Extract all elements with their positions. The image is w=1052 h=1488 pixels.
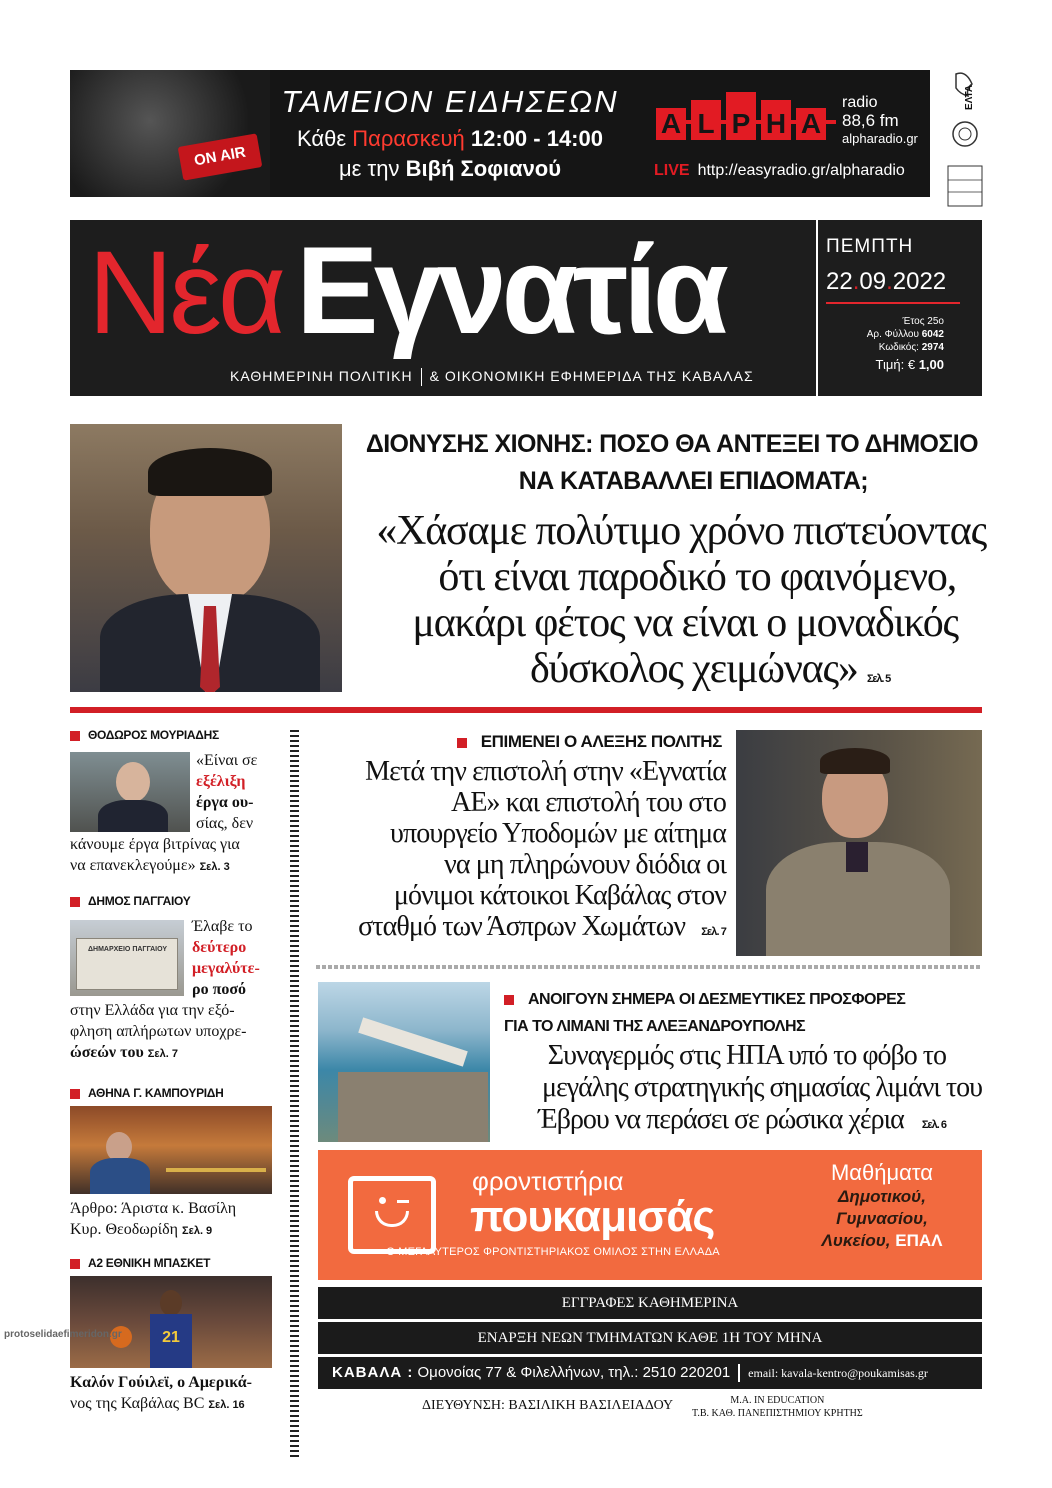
- sidebar-line: έργα ου-: [196, 794, 254, 811]
- ad-bar-new-classes: [318, 1322, 982, 1354]
- sidebar-item-mouriadis: [70, 728, 286, 888]
- story-port-kicker-line-2: ΓΙΑ ΤΟ ΛΙΜΑΝΙ ΤΗΣ ΑΛΕΞΑΝΔΡΟΥΠΟΛΗΣ: [504, 1018, 806, 1035]
- lead-photo-chionis: [70, 424, 342, 692]
- ad-bar-enrollment-text: ΕΓΓΡΑΦΕΣ ΚΑΘΗΜΕΡΙΝΑ: [561, 1295, 739, 1311]
- alpha-letter-a1: A: [656, 108, 686, 140]
- sidebar-line-last: ώσεών του Σελ. 7: [70, 1044, 178, 1061]
- story-politis-line: ΑΕ» και επιστολή του στο: [451, 787, 726, 818]
- portrait-bowtie: [846, 842, 868, 872]
- story-politis-kicker: [316, 732, 722, 752]
- building-sign: ΔΗΜΑΡΧΕΙΟ ΠΑΓΓΑΙΟΥ: [88, 946, 167, 953]
- story-politis-line: Μετά την επιστολή στην «Εγνατία: [365, 756, 726, 787]
- story-divider: [316, 965, 982, 969]
- sidebar-line: εξέλιξη: [196, 773, 246, 790]
- sidebar-line: Καλόν Γούιλεϊ, ο Αμερικά-: [70, 1374, 252, 1391]
- ad-city: ΚΑΒΑΛΑ :: [332, 1364, 414, 1381]
- publication-year: Έτος 25ο: [902, 316, 944, 327]
- sidebar-kicker-text: Α2 ΕΘΝΙΚΗ ΜΠΑΣΚΕΤ: [88, 1256, 211, 1270]
- sidebar-line: «Είναι σε: [196, 752, 258, 769]
- date-underline: [826, 302, 960, 304]
- sidebar-page-ref: Σελ. 16: [208, 1399, 245, 1411]
- radio-ad-schedule: [234, 126, 666, 152]
- alpha-letter-l: L: [691, 100, 721, 140]
- story-port-photo: [318, 982, 490, 1142]
- lessons-title: Μαθήματα: [830, 1160, 933, 1185]
- lesson-primary: Δημοτικού,: [838, 1187, 926, 1206]
- sidebar-line: ρο ποσό: [192, 981, 247, 998]
- station-info: [842, 94, 918, 148]
- player-jersey: 21: [150, 1314, 192, 1368]
- sidebar-text-1: [70, 750, 286, 878]
- title-egnatia: Εγνατία: [296, 222, 724, 360]
- harbor-land: [338, 1072, 488, 1142]
- story-politis-line: να μη πληρώνουν διόδια οι: [444, 849, 726, 880]
- poukamisas-logo-icon: [348, 1176, 436, 1254]
- schedule-day: Παρασκευή: [352, 126, 471, 151]
- alpha-letter-h: H: [761, 100, 791, 140]
- player-head: [160, 1290, 182, 1316]
- watermark: protoselidaefimeridon.gr: [4, 1329, 122, 1340]
- date-dot-2: .: [886, 268, 893, 295]
- title-nea: Νέα: [88, 227, 283, 359]
- live-line: [654, 162, 905, 180]
- ad-director: [318, 1392, 982, 1428]
- date-day: 22: [826, 268, 853, 295]
- sidebar-line-last: Κυρ. Θεοδωρίδη Σελ. 9: [70, 1221, 213, 1238]
- date-month: 09: [859, 268, 887, 295]
- red-square-icon: [70, 897, 80, 907]
- sidebar-kicker-text: ΘΟΔΩΡΟΣ ΜΟΥΡΙΑΔΗΣ: [88, 728, 219, 742]
- sidebar-kicker: [70, 1256, 286, 1270]
- story-port-line-last: Έβρου να περάσει σε ρώσικα χέρια Σελ. 6: [538, 1104, 946, 1135]
- schedule-prefix: Κάθε: [297, 126, 353, 151]
- sidebar-line: στην Ελλάδα για την εξό-: [70, 1002, 235, 1019]
- lead-bottom-rule: [70, 707, 982, 713]
- brand-small: φροντιστήρια: [472, 1166, 624, 1196]
- lead-headline-line-4: [344, 646, 994, 702]
- ad-bar-enrollment: [318, 1287, 982, 1319]
- story-port-line: Συναγερμός στις ΗΠΑ υπό το φόβο το: [547, 1040, 946, 1071]
- ad-email[interactable]: email: kavala-kentro@poukamisas.gr: [748, 1366, 928, 1380]
- column-divider: [290, 730, 299, 1460]
- story-port-kicker-line-1: ΑΝΟΙΓΟΥΝ ΣΗΜΕΡΑ ΟΙ ΔΕΣΜΕΥΤΙΚΕΣ ΠΡΟΣΦΟΡΕΣ: [504, 986, 994, 1013]
- tagline-left: ΚΑΘΗΜΕΡΙΝΗ ΠΟΛΙΤΙΚΗ: [230, 368, 413, 384]
- lessons-box: [794, 1160, 970, 1252]
- pier-icon: [358, 1017, 468, 1066]
- sidebar-item-basket: [70, 1256, 286, 1436]
- radio-ad-title: [234, 84, 666, 120]
- sidebar-line-last: να επανεκλεγούμε» Σελ. 3: [70, 857, 230, 874]
- live-url[interactable]: http://easyradio.gr/alpharadio: [697, 162, 905, 179]
- issue-number: Αρ. Φύλλου 6042: [866, 329, 944, 340]
- sidebar-photo-basketball: [70, 1276, 272, 1368]
- issue-date: [826, 268, 976, 296]
- red-square-icon: [504, 995, 514, 1005]
- story-politis-page-ref: Σελ. 7: [701, 926, 726, 938]
- sidebar-line-last: νος της Καβάλας BC Σελ. 16: [70, 1395, 245, 1412]
- story-port-page-ref: Σελ. 6: [921, 1119, 946, 1131]
- station-label: radio: [842, 94, 878, 111]
- alpha-letter-a2: A: [796, 108, 826, 140]
- masthead: [70, 220, 982, 396]
- sidebar-line: Άρθρο: Άριστα κ. Βασίλη: [70, 1200, 237, 1217]
- lead-headline-line-3: μακάρι φέτος να είναι ο μοναδικός: [412, 600, 958, 646]
- weekday: ΠΕΜΠΤΗ: [826, 236, 914, 257]
- story-port-headline: [496, 1040, 990, 1141]
- masthead-divider: [816, 220, 818, 396]
- sidebar-page-ref: Σελ. 9: [182, 1225, 213, 1237]
- sidebar-item-paggaio: [70, 894, 286, 1074]
- sidebar-kicker-text: ΔΗΜΟΣ ΠΑΓΓΑΙΟΥ: [88, 894, 191, 908]
- issue-price: Τιμή: € 1,00: [875, 357, 944, 372]
- elta-label: ΕΛΤΑ: [964, 84, 975, 110]
- alpha-logo: [656, 92, 836, 154]
- station-url: alpharadio.gr: [842, 131, 918, 146]
- lead-kicker-line-1: ΔΙΟΝΥΣΗΣ ΧΙΟΝΗΣ: ΠΟΣΟ ΘΑ ΑΝΤΕΞΕΙ ΤΟ ΔΗΜΟΣΙΟ: [365, 430, 978, 458]
- radio-advertisement: [70, 70, 930, 197]
- lead-page-ref: Σελ. 5: [867, 673, 890, 685]
- sidebar-item-kampouridi: [70, 1086, 286, 1246]
- sidebar-kicker: [70, 894, 286, 908]
- sidebar-kicker: [70, 1086, 286, 1100]
- lead-headline: [344, 508, 994, 702]
- station-frequency: 88,6 fm: [842, 111, 899, 130]
- sidebar-line: Έλαβε το: [192, 918, 253, 935]
- tutoring-advertisement: [318, 1150, 982, 1280]
- ad-bar-new-classes-text: ΕΝΑΡΞΗ ΝΕΩΝ ΤΜΗΜΑΤΩΝ ΚΑΘΕ 1Η ΤΟΥ ΜΗΝΑ: [477, 1330, 823, 1346]
- ad-contact-bar: [318, 1357, 982, 1389]
- story-port-kicker: [504, 986, 994, 1040]
- story-politis-headline: [306, 756, 726, 948]
- speaker-shirt: [90, 1158, 150, 1194]
- story-politis-line-last: σταθμό των Άσπρων Χωμάτων Σελ. 7: [358, 911, 726, 942]
- lead-headline-line-2: ότι είναι παροδικό το φαινόμενο,: [438, 554, 956, 600]
- lesson-gymnasium: Γυμνασίου,: [836, 1209, 928, 1228]
- live-label: LIVE: [654, 162, 690, 179]
- sidebar-kicker-text: ΑΘΗΝΑ Γ. ΚΑΜΠΟΥΡΙΔΗ: [88, 1086, 224, 1100]
- sidebar-photo-event: [70, 1106, 272, 1194]
- schedule-time: 12:00 - 14:00: [470, 126, 603, 151]
- lead-kicker: [354, 426, 990, 500]
- radio-ad-title-text: ΤΑΜΕΙΟΝ ΕΙΔΗΣΕΩΝ: [281, 84, 619, 119]
- red-square-icon: [70, 1089, 80, 1099]
- ad-credential-2: Τ.Β. ΚΑΘ. ΠΑΝΕΠΙΣΤΗΜΙΟΥ ΚΡΗΤΗΣ: [692, 1408, 863, 1419]
- sidebar-kicker: [70, 728, 286, 742]
- sidebar-page-ref: Σελ. 3: [199, 861, 230, 873]
- ad-director-name: ΔΙΕΥΘΥΝΣΗ: ΒΑΣΙΛΙΚΗ ΒΑΣΙΛΕΙΑΔΟΥ: [422, 1398, 674, 1413]
- red-square-icon: [70, 731, 80, 741]
- lesson-lyceum-epal: Λυκείου, ΕΠΑΛ: [821, 1231, 943, 1250]
- lead-headline-line-1: «Χάσαμε πολύτιμο χρόνο πιστεύοντας: [376, 508, 986, 554]
- story-politis-kicker-text: ΕΠΙΜΕΝΕΙ Ο ΑΛΕΞΗΣ ΠΟΛΙΤΗΣ: [480, 732, 722, 751]
- portrait-hair: [820, 748, 890, 774]
- lead-headline-last: δύσκολος χειμώνας»: [529, 646, 858, 692]
- date-dot-1: .: [852, 268, 860, 295]
- story-politis-line: υπουργείο Υποδομών με αίτημα: [390, 818, 726, 849]
- sidebar-text-4: [70, 1372, 286, 1416]
- masthead-date-block: [826, 236, 976, 372]
- tagline-right: & ΟΙΚΟΝΟΜΙΚΗ ΕΦΗΜΕΡΙΔΑ ΤΗΣ ΚΑΒΑΛΑΣ: [429, 368, 754, 384]
- alpha-letter-p: P: [726, 92, 756, 140]
- sidebar-page-ref: Σελ. 7: [147, 1048, 178, 1060]
- brand-big: πουκαμισάς: [470, 1192, 715, 1241]
- ad-credential-1: M.A. IN EDUCATION: [730, 1395, 825, 1406]
- red-square-icon: [457, 738, 467, 748]
- story-politis-photo: [736, 730, 982, 956]
- sidebar-line: κάνουμε έργα βιτρίνας για: [70, 836, 240, 853]
- masthead-tagline: [230, 368, 754, 386]
- sidebar-text-3: [70, 1198, 286, 1242]
- sidebar-line: δεύτερο: [192, 939, 247, 956]
- red-square-icon: [70, 1259, 80, 1269]
- portrait-hair: [148, 448, 272, 496]
- sidebar-line: φληση απλήρωτων υποχρε-: [70, 1023, 247, 1040]
- date-year: 2022: [892, 268, 947, 295]
- sidebar-line: μεγαλύτε-: [192, 960, 260, 977]
- lead-kicker-line-2: ΝΑ ΚΑΤΑΒΑΛΛΕΙ ΕΠΙΔΟΜΑΤΑ;: [518, 467, 868, 495]
- radio-ad-host: [234, 156, 666, 182]
- sidebar-line: σίας, δεν: [196, 815, 254, 832]
- ad-address: Ομονοίας 77 & Φιλελλήνων, τηλ.: 2510 220201: [413, 1364, 731, 1381]
- story-politis-line: μόνιμοι κάτοικοι Καβάλας στον: [393, 880, 726, 911]
- postage-stamp: [942, 68, 988, 208]
- contact-separator: [738, 1364, 740, 1382]
- story-port-line: μεγάλης στρατηγικής σημασίας λιμάνι του: [541, 1072, 982, 1103]
- tagline-separator: [421, 368, 422, 386]
- host-name: Βιβή Σοφιανού: [405, 156, 562, 181]
- issue-code: Κωδικός: 2974: [878, 342, 944, 353]
- sidebar-text-2: [70, 916, 286, 1065]
- brand-slogan: Ο ΜΕΓΑΛΥΤΕΡΟΣ ΦΡΟΝΤΙΣΤΗΡΙΑΚΟΣ ΟΜΙΛΟΣ ΣΤΗΝ ΕΛΛΑΔΑ: [386, 1246, 720, 1258]
- host-prefix: με την: [338, 156, 406, 181]
- trophies: [166, 1168, 266, 1172]
- ad-credentials: [692, 1394, 863, 1420]
- on-air-label: ON AIR: [192, 143, 247, 170]
